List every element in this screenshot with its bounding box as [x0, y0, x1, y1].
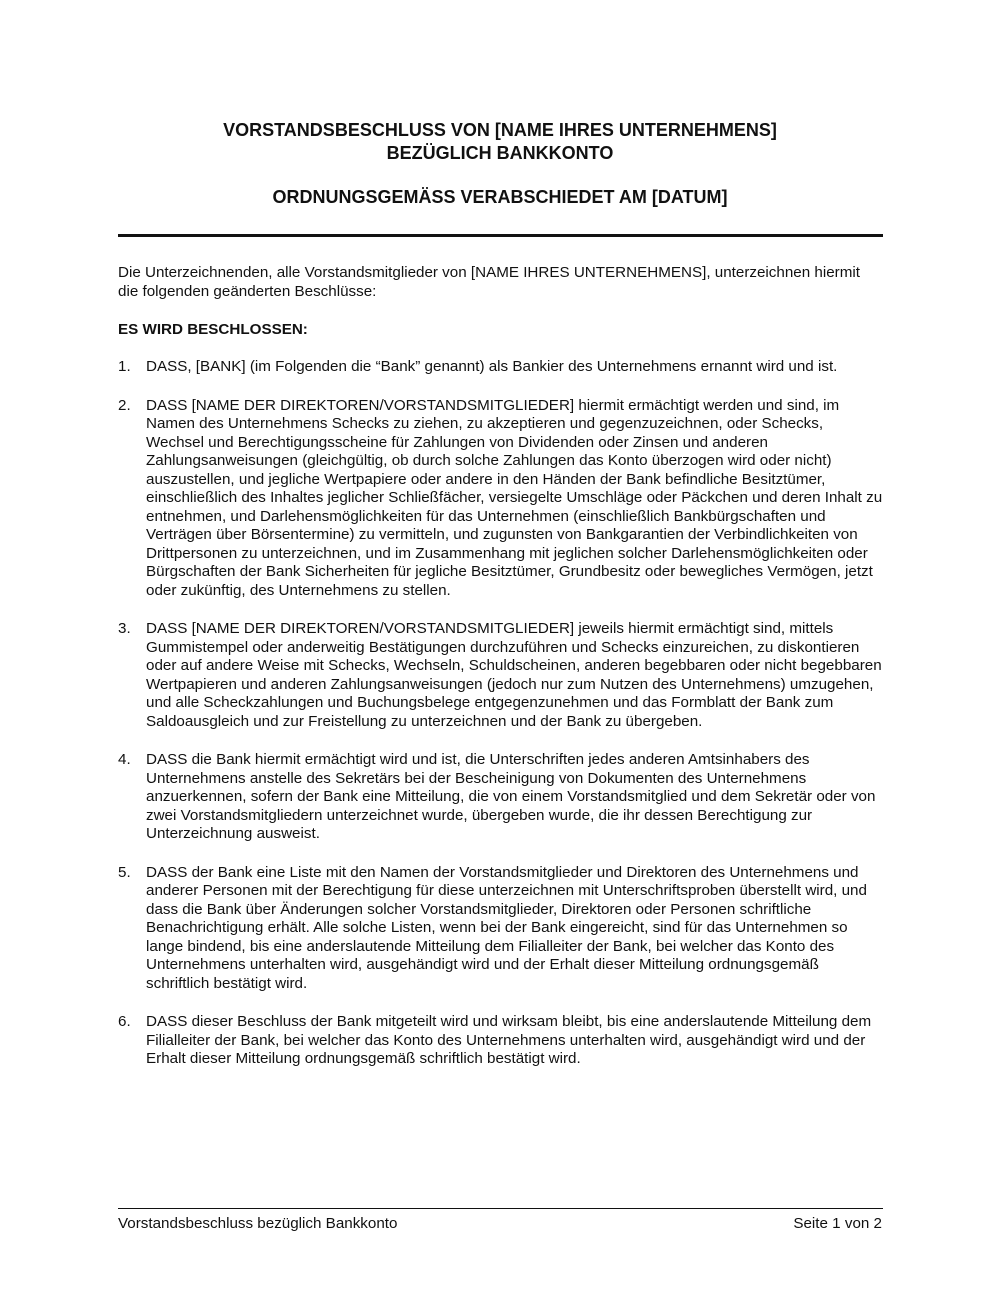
footer-divider — [118, 1208, 883, 1209]
resolved-heading: ES WIRD BESCHLOSSEN: — [118, 321, 308, 338]
document-title-line2: BEZÜGLICH BANKKONTO — [386, 143, 614, 163]
resolution-text: DASS der Bank eine Liste mit den Namen der Vorstandsmitglieder und Direktoren des Unternehmens und anderer Personen mit der Berechtigung für diese unterzeichnen mit Unterschriftsproben überstellt wird, und dass die Bank über Änderungen solcher Vorstandsmitglieder, Direktoren oder Personen schriftliche Benachrichtigung erhält. Alle solche Listen, wenn bei der Bank eingereicht, sind für das Unternehmen so lange bindend, bis eine anderslautende Mitteilung dem Filialleiter der Bank, bei welcher das Konto des Unternehmens unterhalten wird, ausgehändigt wird und der Erhalt dieser Mitteilung ordnungsgemäß schriftlich bestätigt wird. — [146, 863, 867, 992]
resolution-text: DASS, [BANK] (im Folgenden die “Bank” genannt) als Bankier des Unternehmens ernannt wird und ist. — [146, 358, 838, 375]
resolution-number: 1. — [118, 358, 131, 375]
intro-paragraph: Die Unterzeichnenden, alle Vorstandsmitglieder von [NAME IHRES UNTERNEHMENS], unterzeichnen hiermit die folgenden geänderten Beschlüsse: — [118, 264, 860, 300]
resolution-item — [118, 864, 883, 994]
footer-document-title: Vorstandsbeschluss bezüglich Bankkonto — [118, 1215, 398, 1232]
footer-page-number: Seite 1 von 2 — [793, 1215, 882, 1232]
resolution-text: DASS die Bank hiermit ermächtigt wird und ist, die Unterschriften jedes anderen Amtsinhabers des Unternehmens anstelle des Sekretärs bei der Bescheinigung von Dokumenten des Unternehmens anzuerkennen, sofern der Bank eine Mitteilung, die von einem Vorstandsmitglied und dem Sekretär oder von zwei Vorstandsmitgliedern unterzeichnet wurde, übergeben wurde, die ihr dessen Berechtigung zur Unterzeichnung ausweist. — [146, 751, 876, 842]
resolution-item — [118, 751, 883, 844]
document-subtitle: ORDNUNGSGEMÄSS VERABSCHIEDET AM [DATUM] — [272, 187, 728, 207]
resolution-item — [118, 397, 883, 601]
resolution-number: 6. — [118, 1013, 131, 1030]
resolution-number: 4. — [118, 751, 131, 768]
resolution-text: DASS [NAME DER DIREKTOREN/VORSTANDSMITGLIEDER] hiermit ermächtigt werden und sind, im Namen des Unternehmens Schecks zu ziehen, zu akzeptieren und gegenzuzeichnen, oder Schecks, Wechsel und Berechtigungsscheine für Zahlungen von Dividenden oder Zinsen und anderen Zahlungsanweisungen (gleichgültig, ob durch solche Zahlungen das Konto überzogen wird oder nicht) auszustellen, und jegliche Wertpapiere oder andere in den Händen der Bank befindliche Besitztümer, einschließlich des Inhaltes jeglicher Schließfächer, versiegelte Umschläge oder Päckchen und deren Inhalt zu entnehmen, und Darlehensmöglichkeiten für das Unternehmen (einschließlich Bankbürgschaften und Verträgen über Börsentermine) zu vermitteln, und zugunsten von Bankgarantien der Verbindlichkeiten von Drittpersonen zu unterzeichnen, und im Zusammenhang mit jeglichen solcher Darlehensmöglichkeiten oder Bürgschaften der Bank Sicherheiten für jegliche Besitztümer, Grundbesitz oder bewegliches Vermögen, jetzt oder zukünftig, des Unternehmens zu stellen. — [146, 396, 883, 599]
resolution-number: 2. — [118, 396, 131, 414]
resolution-number: 5. — [118, 863, 131, 881]
header-divider — [118, 234, 883, 237]
resolution-item — [118, 620, 883, 731]
resolution-text: DASS dieser Beschluss der Bank mitgeteilt wird und wirksam bleibt, bis eine anderslautende Mitteilung dem Filialleiter der Bank, bei welcher das Konto des Unternehmens unterhalten wird, ausgehändigt wird und der Erhalt dieser Mitteilung ordnungsgemäß schriftlich bestätigt wird. — [146, 1013, 872, 1067]
resolution-item — [118, 358, 883, 377]
document-title-line1: VORSTANDSBESCHLUSS VON [NAME IHRES UNTERNEHMENS] — [223, 120, 777, 140]
resolution-text: DASS [NAME DER DIREKTOREN/VORSTANDSMITGLIEDER] jeweils hiermit ermächtigt sind, mittels Gummistempel oder anderweitig Bestätigungen durchzuführen und Schecks einzureichen, zu diskontieren oder auf andere Weise mit Schecks, Wechseln, Schuldscheinen, anderen begebbaren oder nicht begebbaren Wertpapieren und anderen Zahlungsanweisungen (jedoch nur zum Nutzen des Unternehmens) umzugehen, und alle Scheckzahlungen und Buchungsbelege entgegenzunehmen und das Formblatt der Bank zum Saldoausgleich und zur Freistellung zu unterzeichnen und der Bank zu übergeben. — [146, 620, 882, 730]
resolution-number: 3. — [118, 620, 131, 637]
resolution-item — [118, 1013, 883, 1069]
resolution-list — [118, 358, 883, 1089]
